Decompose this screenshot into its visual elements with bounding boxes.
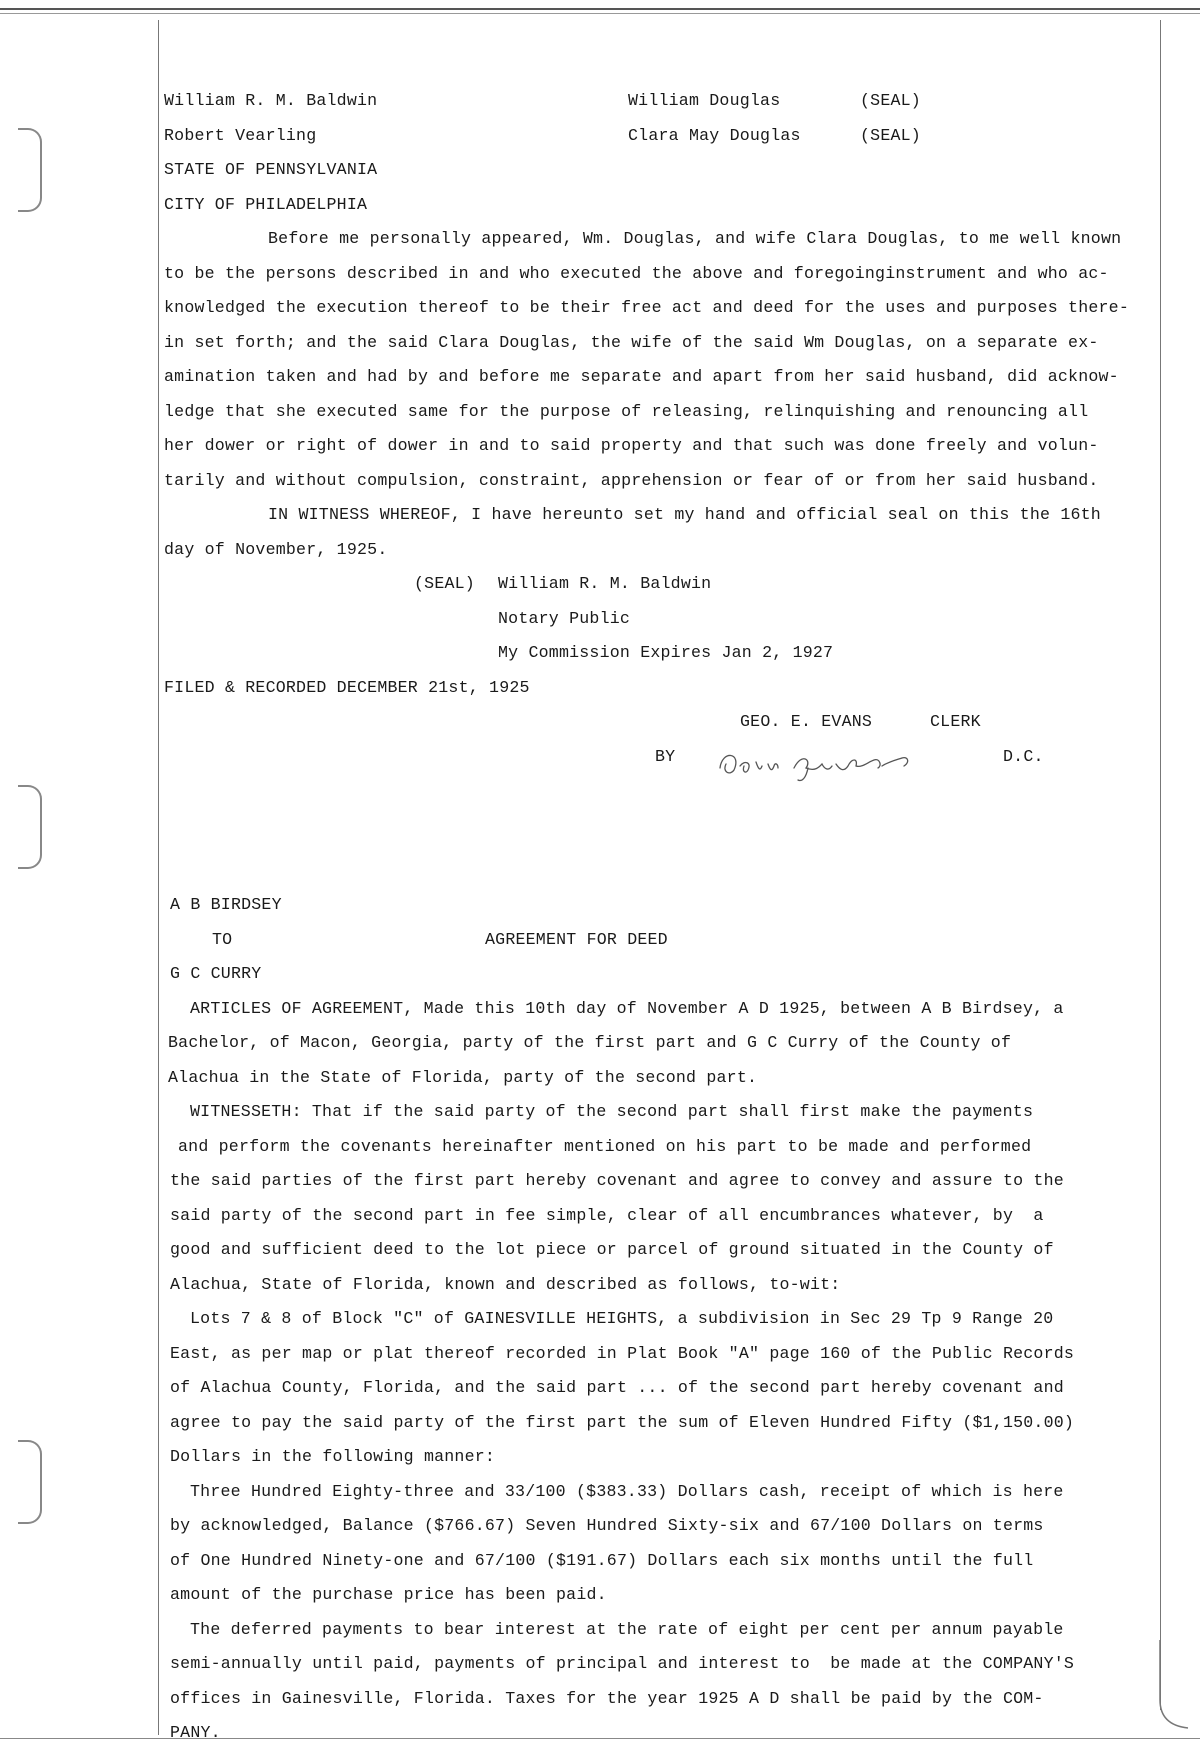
deputy-clerk-label: D.C. <box>1003 747 1044 766</box>
party-to: G C CURRY <box>170 964 262 983</box>
binder-ring-icon <box>18 785 42 869</box>
agreement-line: ARTICLES OF AGREEMENT, Made this 10th day of November A D 1925, between A B Birdsey, a <box>190 999 1064 1018</box>
notary-name: William R. M. Baldwin <box>498 574 712 593</box>
grantor-signature-name: William Douglas <box>628 91 781 110</box>
binder-ring-icon <box>18 1440 42 1524</box>
witness-name: William R. M. Baldwin <box>164 91 378 110</box>
agreement-line: the said parties of the first part hereby covenant and agree to convey and assure to the <box>170 1171 1064 1190</box>
notary-title: Notary Public <box>498 609 631 628</box>
clerk-name: GEO. E. EVANS <box>740 712 873 731</box>
witness-name: Robert Vearling <box>164 126 317 145</box>
agreement-line: Dollars in the following manner: <box>170 1447 496 1466</box>
witness-whereof-line: day of November, 1925. <box>164 540 388 559</box>
by-label: BY <box>655 747 676 766</box>
acknowledgment-line: ledge that she executed same for the purpose of releasing, relinquishing and renouncing all <box>164 402 1089 421</box>
seal-label: (SEAL) <box>860 91 921 110</box>
witness-whereof-line: IN WITNESS WHEREOF, I have hereunto set my hand and official seal on this the 16th <box>268 505 1101 524</box>
acknowledgment-line: in set forth; and the said Clara Douglas, the wife of the said Wm Douglas, on a separate ex- <box>164 333 1099 352</box>
agreement-line: Alachua in the State of Florida, party of the second part. <box>168 1068 758 1087</box>
acknowledgment-line: amination taken and had by and before me separate and apart from her said husband, did acknow- <box>164 367 1119 386</box>
interest-line: The deferred payments to bear interest at the rate of eight per cent per annum payable <box>190 1620 1064 1639</box>
handwritten-signature <box>712 738 952 784</box>
state-heading: STATE OF PENNSYLVANIA <box>164 160 378 179</box>
notary-commission: My Commission Expires Jan 2, 1927 <box>498 643 834 662</box>
notary-seal-label: (SEAL) <box>414 574 475 593</box>
agreement-line: Bachelor, of Macon, Georgia, party of the first part and G C Curry of the County of <box>168 1033 1012 1052</box>
city-heading: CITY OF PHILADELPHIA <box>164 195 368 214</box>
property-description-line: of Alachua County, Florida, and the said part ... of the second part hereby covenant and <box>170 1378 1064 1397</box>
payment-line: of One Hundred Ninety-one and 67/100 ($191.67) Dollars each six months until the full <box>170 1551 1034 1570</box>
acknowledgment-line: tarily and without compulsion, constraint, apprehension or fear of or from her said husband. <box>164 471 1099 490</box>
agreement-line: said party of the second part in fee simple, clear of all encumbrances whatever, by a <box>170 1206 1044 1225</box>
page-corner-curl <box>1150 1640 1190 1730</box>
left-margin-line <box>158 20 159 1735</box>
payment-line: amount of the purchase price has been paid. <box>170 1585 607 1604</box>
agreement-title: AGREEMENT FOR DEED <box>485 930 668 949</box>
agreement-line: and perform the covenants hereinafter mentioned on his part to be made and performed <box>178 1137 1032 1156</box>
grantor-signature-name: Clara May Douglas <box>628 126 801 145</box>
agreement-line: Alachua, State of Florida, known and described as follows, to-wit: <box>170 1275 841 1294</box>
payment-line: by acknowledged, Balance ($766.67) Seven Hundred Sixty-six and 67/100 Dollars on terms <box>170 1516 1044 1535</box>
right-margin-line <box>1160 20 1161 1710</box>
acknowledgment-line: knowledged the execution thereof to be their free act and deed for the uses and purposes there- <box>164 298 1129 317</box>
property-description-line: East, as per map or plat thereof recorded in Plat Book "A" page 160 of the Public Records <box>170 1344 1075 1363</box>
property-description-line: Lots 7 & 8 of Block "C" of GAINESVILLE HEIGHTS, a subdivision in Sec 29 Tp 9 Range 20 <box>190 1309 1054 1328</box>
seal-label: (SEAL) <box>860 126 921 145</box>
agreement-line: agree to pay the said party of the first part the sum of Eleven Hundred Fifty ($1,150.00) <box>170 1413 1075 1432</box>
binder-ring-icon <box>18 128 42 212</box>
acknowledgment-line: her dower or right of dower in and to said property and that such was done freely and volun- <box>164 436 1099 455</box>
party-from: A B BIRDSEY <box>170 895 282 914</box>
payment-line: Three Hundred Eighty-three and 33/100 ($383.33) Dollars cash, receipt of which is here <box>190 1482 1064 1501</box>
acknowledgment-line: Before me personally appeared, Wm. Douglas, and wife Clara Douglas, to me well known <box>268 229 1122 248</box>
scan-border-top-secondary <box>0 13 1200 14</box>
interest-line: PANY. <box>170 1723 221 1742</box>
clerk-title: CLERK <box>930 712 981 731</box>
scan-border-top <box>0 8 1200 10</box>
acknowledgment-line: to be the persons described in and who executed the above and foregoinginstrument and who ac- <box>164 264 1109 283</box>
agreement-line: WITNESSETH: That if the said party of the second part shall first make the payments <box>190 1102 1034 1121</box>
agreement-line: good and sufficient deed to the lot piece or parcel of ground situated in the County of <box>170 1240 1054 1259</box>
filed-recorded-line: FILED & RECORDED DECEMBER 21st, 1925 <box>164 678 530 697</box>
to-label: TO <box>212 930 233 949</box>
interest-line: semi-annually until paid, payments of principal and interest to be made at the COMPANY'S <box>170 1654 1075 1673</box>
interest-line: offices in Gainesville, Florida. Taxes for the year 1925 A D shall be paid by the COM- <box>170 1689 1044 1708</box>
